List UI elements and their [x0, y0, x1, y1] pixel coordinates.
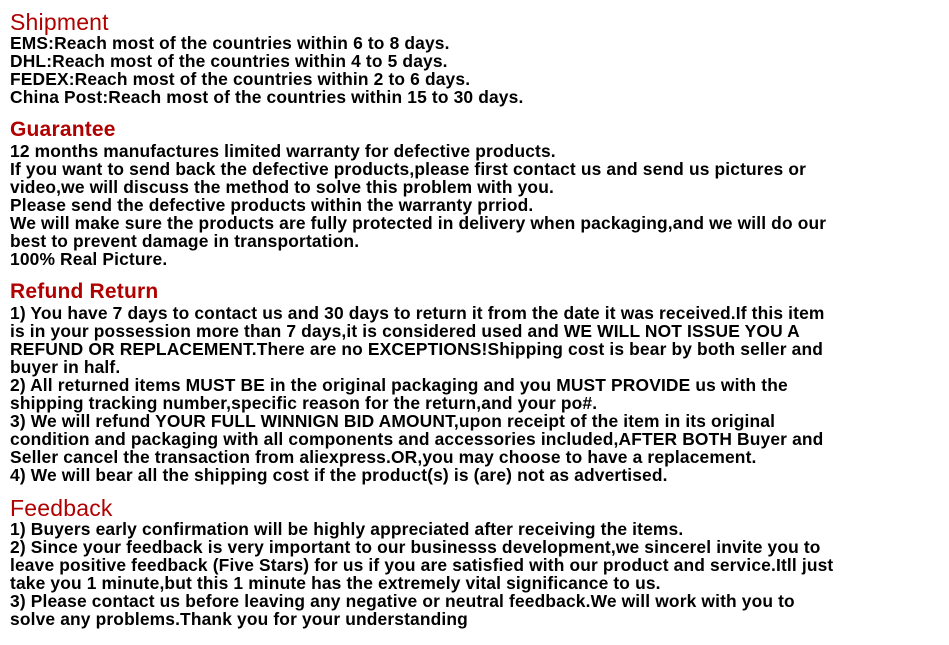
- shipment-heading: Shipment: [10, 9, 109, 35]
- feedback-line: solve any problems.Thank you for your understanding: [10, 609, 468, 629]
- refund-line: 2) All returned items MUST BE in the original packaging and you MUST PROVIDE us with the: [10, 375, 788, 395]
- shipment-line: China Post:Reach most of the countries within 15 to 30 days.: [10, 87, 524, 107]
- refund-section: [10, 280, 942, 484]
- feedback-line: leave positive feedback (Five Stars) for us if you are satisfied with our product and service.Itll just: [10, 555, 834, 575]
- guarantee-line: Please send the defective products within the warranty prriod.: [10, 195, 534, 215]
- section-spacer: [10, 268, 942, 280]
- guarantee-heading: Guarantee: [10, 118, 116, 141]
- refund-line: shipping tracking number,specific reason for the return,and your po#.: [10, 393, 598, 413]
- refund-line: REFUND OR REPLACEMENT.There are no EXCEPTIONS!Shipping cost is bear by both seller and: [10, 339, 823, 359]
- guarantee-line: We will make sure the products are fully protected in delivery when packaging,and we will do our: [10, 213, 827, 233]
- guarantee-line: 12 months manufactures limited warranty for defective products.: [10, 141, 556, 161]
- refund-line: is in your possession more than 7 days,it is considered used and WE WILL NOT ISSUE YOU A: [10, 321, 800, 341]
- policy-document: [10, 10, 942, 628]
- guarantee-section: [10, 118, 942, 268]
- refund-heading: Refund Return: [10, 280, 159, 303]
- refund-line: 1) You have 7 days to contact us and 30 days to return it from the date it was received.If this item: [10, 303, 825, 323]
- guarantee-line: 100% Real Picture.: [10, 249, 168, 269]
- guarantee-line: video,we will discuss the method to solve this problem with you.: [10, 177, 554, 197]
- refund-line: 4) We will bear all the shipping cost if the product(s) is (are) not as advertised.: [10, 465, 668, 485]
- shipment-line: EMS:Reach most of the countries within 6 to 8 days.: [10, 33, 450, 53]
- guarantee-line: best to prevent damage in transportation.: [10, 231, 360, 251]
- feedback-heading: Feedback: [10, 495, 113, 521]
- refund-line: condition and packaging with all components and accessories included,AFTER BOTH Buyer and: [10, 429, 824, 449]
- feedback-line: take you 1 minute,but this 1 minute has the extremely vital significance to us.: [10, 573, 661, 593]
- refund-line: buyer in half.: [10, 357, 121, 377]
- shipment-section: [10, 10, 942, 106]
- feedback-line: 3) Please contact us before leaving any negative or neutral feedback.We will work with you to: [10, 591, 795, 611]
- section-spacer: [10, 484, 942, 496]
- refund-line: 3) We will refund YOUR FULL WINNIGN BID AMOUNT,upon receipt of the item in its original: [10, 411, 776, 431]
- refund-line: Seller cancel the transaction from aliexpress.OR,you may choose to have a replacement.: [10, 447, 757, 467]
- feedback-line: 2) Since your feedback is very important to our businesss development,we sincerel invite you to: [10, 537, 821, 557]
- section-spacer: [10, 106, 942, 118]
- feedback-line: 1) Buyers early confirmation will be highly appreciated after receiving the items.: [10, 519, 684, 539]
- shipment-line: FEDEX:Reach most of the countries within 2 to 6 days.: [10, 69, 471, 89]
- feedback-section: [10, 496, 942, 628]
- guarantee-line: If you want to send back the defective products,please first contact us and send us pictures or: [10, 159, 807, 179]
- shipment-line: DHL:Reach most of the countries within 4 to 5 days.: [10, 51, 448, 71]
